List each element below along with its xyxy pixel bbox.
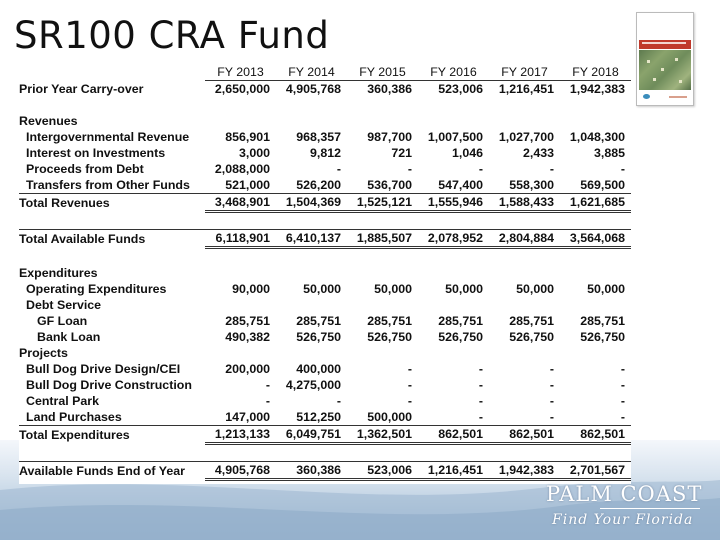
value-cell — [560, 265, 631, 281]
value-cell: - — [549, 162, 554, 176]
value-cell: 523,006 — [347, 462, 418, 480]
column-header: FY 2017 — [489, 64, 560, 81]
value-cell: - — [620, 378, 625, 392]
row-label: Central Park — [26, 394, 100, 408]
table-spacer-row — [19, 212, 631, 230]
value-cell: 523,006 — [438, 82, 483, 96]
value-cell: - — [407, 162, 412, 176]
value-cell: 2,433 — [522, 146, 554, 160]
table-row — [19, 426, 631, 444]
value-cell: 285,751 — [580, 314, 625, 328]
value-cell — [489, 297, 560, 313]
value-cell — [347, 345, 418, 361]
value-cell: 200,000 — [225, 362, 270, 376]
table-row — [19, 177, 631, 194]
value-cell — [489, 345, 560, 361]
table-row — [19, 313, 631, 329]
value-cell — [276, 248, 347, 266]
value-cell: 1,216,451 — [498, 82, 554, 96]
value-cell: 2,650,000 — [214, 82, 270, 96]
value-cell: 147,000 — [225, 410, 270, 424]
value-cell: 526,750 — [438, 330, 483, 344]
row-label: Interest on Investments — [26, 146, 166, 160]
value-cell — [347, 113, 418, 129]
value-cell: 285,751 — [296, 314, 341, 328]
value-cell — [347, 248, 418, 266]
value-cell: 2,804,884 — [489, 230, 560, 248]
value-cell: 862,501 — [560, 426, 631, 444]
value-cell: 547,400 — [438, 178, 483, 192]
value-cell — [489, 113, 560, 129]
value-cell — [205, 345, 276, 361]
value-cell — [347, 265, 418, 281]
value-cell — [560, 297, 631, 313]
value-cell — [418, 345, 489, 361]
value-cell: 500,000 — [367, 410, 412, 424]
value-cell: - — [620, 362, 625, 376]
value-cell: 1,216,451 — [418, 462, 489, 480]
table-row — [19, 281, 631, 297]
value-cell: 1,885,507 — [347, 230, 418, 248]
value-cell: 1,588,433 — [489, 194, 560, 212]
fund-table-image — [19, 64, 631, 484]
value-cell — [560, 97, 631, 113]
value-cell: 3,000 — [238, 146, 270, 160]
value-cell — [489, 97, 560, 113]
value-cell — [347, 297, 418, 313]
value-cell: 6,118,901 — [205, 230, 276, 248]
row-label: Total Revenues — [19, 194, 205, 212]
column-header: FY 2018 — [560, 64, 631, 81]
value-cell: 526,750 — [296, 330, 341, 344]
fund-table — [19, 64, 631, 481]
value-cell — [560, 248, 631, 266]
value-cell: 569,500 — [580, 178, 625, 192]
value-cell: 490,382 — [225, 330, 270, 344]
value-cell — [418, 265, 489, 281]
table-row — [19, 161, 631, 177]
table-row — [19, 393, 631, 409]
row-label: Operating Expenditures — [26, 282, 167, 296]
value-cell — [489, 212, 560, 230]
table-row — [19, 361, 631, 377]
table-row — [19, 145, 631, 161]
value-cell — [205, 444, 276, 462]
column-header: FY 2014 — [276, 64, 347, 81]
value-cell: 400,000 — [296, 362, 341, 376]
value-cell: - — [336, 162, 341, 176]
value-cell — [347, 212, 418, 230]
value-cell: 862,501 — [489, 426, 560, 444]
value-cell: - — [549, 394, 554, 408]
value-cell: 526,200 — [296, 178, 341, 192]
row-label — [19, 248, 205, 266]
value-cell: 4,905,768 — [285, 82, 341, 96]
value-cell: 2,701,567 — [560, 462, 631, 480]
value-cell: 285,751 — [225, 314, 270, 328]
table-row — [19, 345, 631, 361]
table-row — [19, 113, 631, 129]
value-cell — [205, 212, 276, 230]
value-cell: 2,088,000 — [214, 162, 270, 176]
value-cell: 3,564,068 — [560, 230, 631, 248]
value-cell — [347, 97, 418, 113]
value-cell — [418, 97, 489, 113]
value-cell: 50,000 — [587, 282, 625, 296]
value-cell: 1,027,700 — [498, 130, 554, 144]
value-cell — [276, 345, 347, 361]
row-label: Projects — [19, 346, 68, 360]
value-cell: - — [549, 362, 554, 376]
value-cell: 285,751 — [509, 314, 554, 328]
row-label — [19, 97, 205, 113]
table-spacer-row — [19, 444, 631, 462]
table-row — [19, 81, 631, 98]
value-cell — [276, 265, 347, 281]
value-cell: 968,357 — [296, 130, 341, 144]
logo-name: PALM COAST — [546, 482, 703, 506]
value-cell: 360,386 — [276, 462, 347, 480]
value-cell: - — [407, 362, 412, 376]
value-cell: 50,000 — [445, 282, 483, 296]
column-header: FY 2013 — [205, 64, 276, 81]
column-header: FY 2015 — [347, 64, 418, 81]
logo-tagline: Find Your Florida — [552, 512, 694, 528]
value-cell: 6,049,751 — [276, 426, 347, 444]
row-label: Intergovernmental Revenue — [26, 130, 190, 144]
table-row — [19, 194, 631, 212]
value-cell: - — [407, 394, 412, 408]
value-cell: - — [478, 394, 483, 408]
value-cell — [205, 97, 276, 113]
logo-rule — [600, 508, 700, 509]
value-cell: 4,275,000 — [285, 378, 341, 392]
value-cell: 4,905,768 — [205, 462, 276, 480]
value-cell: 1,621,685 — [560, 194, 631, 212]
value-cell: - — [549, 410, 554, 424]
table-row — [19, 129, 631, 145]
value-cell — [276, 97, 347, 113]
row-label: Available Funds End of Year — [19, 462, 205, 480]
value-cell: - — [407, 378, 412, 392]
value-cell: 285,751 — [438, 314, 483, 328]
value-cell: 3,885 — [593, 146, 625, 160]
value-cell: 512,250 — [296, 410, 341, 424]
table-row — [19, 265, 631, 281]
value-cell: 1,525,121 — [347, 194, 418, 212]
row-label: Revenues — [19, 114, 78, 128]
row-label: Expenditures — [19, 266, 98, 280]
value-cell — [276, 297, 347, 313]
value-cell: 526,750 — [509, 330, 554, 344]
value-cell: - — [620, 410, 625, 424]
table-row — [19, 409, 631, 426]
value-cell: - — [478, 362, 483, 376]
value-cell — [276, 113, 347, 129]
value-cell — [205, 297, 276, 313]
value-cell: 6,410,137 — [276, 230, 347, 248]
value-cell: 1,504,369 — [276, 194, 347, 212]
value-cell: 50,000 — [516, 282, 554, 296]
value-cell: 526,750 — [580, 330, 625, 344]
value-cell: 862,501 — [418, 426, 489, 444]
value-cell — [489, 248, 560, 266]
value-cell: 1,942,383 — [569, 82, 625, 96]
thumbnail-header-band — [639, 40, 691, 49]
value-cell: 360,386 — [367, 82, 412, 96]
table-row — [19, 377, 631, 393]
value-cell: - — [478, 162, 483, 176]
value-cell: 856,901 — [225, 130, 270, 144]
row-label: GF Loan — [37, 314, 88, 328]
value-cell — [205, 248, 276, 266]
slide-title: SR100 CRA Fund — [14, 14, 330, 57]
value-cell — [276, 444, 347, 462]
row-label: Prior Year Carry-over — [19, 81, 144, 96]
value-cell: 1,048,300 — [569, 130, 625, 144]
value-cell: 285,751 — [367, 314, 412, 328]
row-label: Total Available Funds — [19, 230, 205, 248]
thumbnail-map-image — [639, 50, 691, 90]
value-cell: - — [265, 378, 270, 392]
value-cell: 536,700 — [367, 178, 412, 192]
value-cell: 1,942,383 — [489, 462, 560, 480]
row-label: Transfers from Other Funds — [26, 178, 190, 192]
table-spacer-row — [19, 248, 631, 266]
header-label-cell — [19, 64, 205, 81]
value-cell — [560, 345, 631, 361]
value-cell: 987,700 — [367, 130, 412, 144]
value-cell: - — [620, 162, 625, 176]
value-cell: 50,000 — [303, 282, 341, 296]
table-body — [19, 81, 631, 480]
value-cell: - — [265, 394, 270, 408]
value-cell: - — [478, 410, 483, 424]
thumbnail-footer — [639, 92, 691, 102]
palm-coast-logo — [540, 478, 710, 534]
table-row — [19, 329, 631, 345]
table-spacer-row — [19, 97, 631, 113]
value-cell: 1,046 — [451, 146, 483, 160]
value-cell — [560, 113, 631, 129]
value-cell: 9,812 — [309, 146, 341, 160]
value-cell — [205, 265, 276, 281]
value-cell: 1,362,501 — [347, 426, 418, 444]
value-cell: 2,078,952 — [418, 230, 489, 248]
table-row — [19, 462, 631, 480]
row-label: Total Expenditures — [19, 426, 205, 444]
value-cell — [560, 212, 631, 230]
value-cell — [560, 444, 631, 462]
value-cell — [205, 113, 276, 129]
value-cell — [418, 248, 489, 266]
table-header-row — [19, 64, 631, 81]
value-cell: - — [620, 394, 625, 408]
row-label: Bull Dog Drive Construction — [26, 378, 192, 392]
row-label: Bank Loan — [37, 330, 101, 344]
value-cell: - — [549, 378, 554, 392]
table-row — [19, 230, 631, 248]
value-cell — [418, 444, 489, 462]
value-cell — [276, 212, 347, 230]
value-cell — [489, 265, 560, 281]
value-cell: 50,000 — [374, 282, 412, 296]
table-row — [19, 297, 631, 313]
value-cell: 721 — [391, 146, 412, 160]
value-cell: 1,213,133 — [205, 426, 276, 444]
value-cell: 1,555,946 — [418, 194, 489, 212]
value-cell: 1,007,500 — [427, 130, 483, 144]
document-thumbnail — [636, 12, 694, 106]
column-header: FY 2016 — [418, 64, 489, 81]
value-cell: 90,000 — [232, 282, 270, 296]
row-label — [19, 444, 205, 462]
value-cell — [418, 297, 489, 313]
row-label — [19, 212, 205, 230]
value-cell: 558,300 — [509, 178, 554, 192]
value-cell: - — [478, 378, 483, 392]
value-cell — [418, 113, 489, 129]
value-cell — [418, 212, 489, 230]
value-cell — [347, 444, 418, 462]
value-cell: 3,468,901 — [205, 194, 276, 212]
value-cell — [489, 444, 560, 462]
row-label: Proceeds from Debt — [26, 162, 144, 176]
row-label: Bull Dog Drive Design/CEI — [26, 362, 181, 376]
value-cell: 526,750 — [367, 330, 412, 344]
value-cell: - — [336, 394, 341, 408]
row-label: Debt Service — [26, 298, 102, 312]
value-cell: 521,000 — [225, 178, 270, 192]
row-label: Land Purchases — [26, 410, 122, 424]
